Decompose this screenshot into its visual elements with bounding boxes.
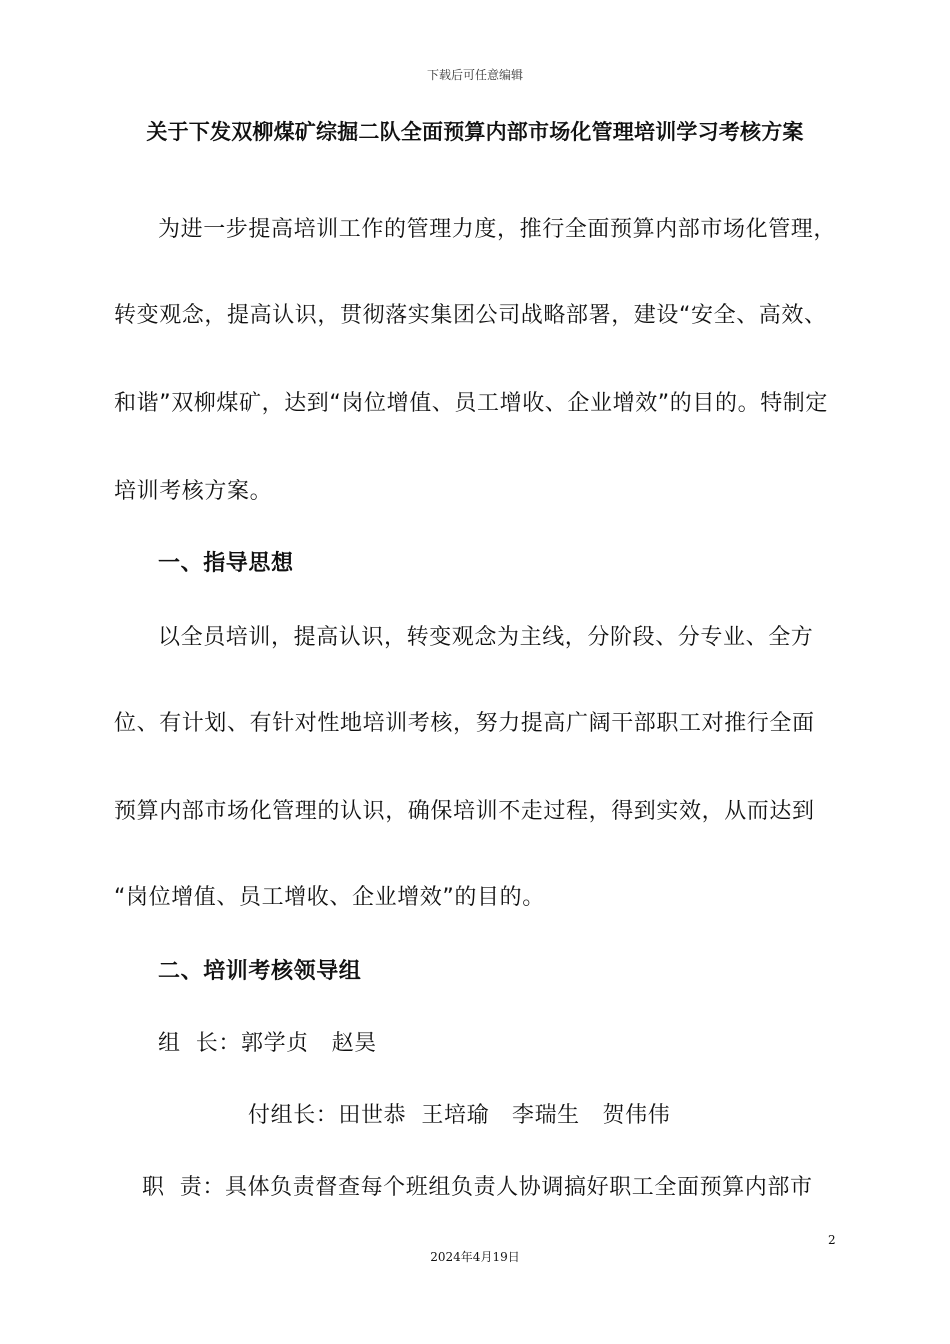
- page-number: 2: [828, 1233, 836, 1247]
- intro-line-4: 培训考核方案。: [114, 479, 273, 504]
- intro-line-1: 为进一步提高培训工作的管理力度，推行全面预算内部市场化管理，: [158, 217, 837, 242]
- group-leader-line: 组 长：郭学贞 赵昊: [158, 1031, 377, 1056]
- intro-line-3: 和谐”双柳煤矿，达到“岗位增值、员工增收、企业增效”的目的。特制定: [114, 391, 828, 416]
- section-heading-guiding-thought: 一、指导思想: [158, 551, 294, 576]
- deputy-leader-line: 付组长：田世恭 王培瑜 李瑞生 贺伟伟: [248, 1103, 671, 1128]
- document-title: 关于下发双柳煤矿综掘二队全面预算内部市场化管理培训学习考核方案: [146, 120, 804, 144]
- section1-line-4: “岗位增值、员工增收、企业增效”的目的。: [114, 885, 545, 910]
- section1-line-3: 预算内部市场化管理的认识，确保培训不走过程，得到实效，从而达到: [114, 799, 815, 824]
- section1-line-2: 位、有计划、有针对性地培训考核，努力提高广阔干部职工对推行全面: [114, 711, 815, 736]
- footer-date: 2024年4月19日: [430, 1250, 520, 1264]
- header-note: 下载后可任意编辑: [426, 68, 523, 82]
- duty-line: 职 责：具体负责督查每个班组负责人协调搞好职工全面预算内部市: [142, 1175, 813, 1200]
- intro-line-2: 转变观念，提高认识，贯彻落实集团公司战略部署，建设“安全、高效、: [114, 303, 827, 328]
- section1-line-1: 以全员培训，提高认识，转变观念为主线，分阶段、分专业、全方: [158, 625, 814, 650]
- section-heading-leadership-group: 二、培训考核领导组: [158, 959, 362, 984]
